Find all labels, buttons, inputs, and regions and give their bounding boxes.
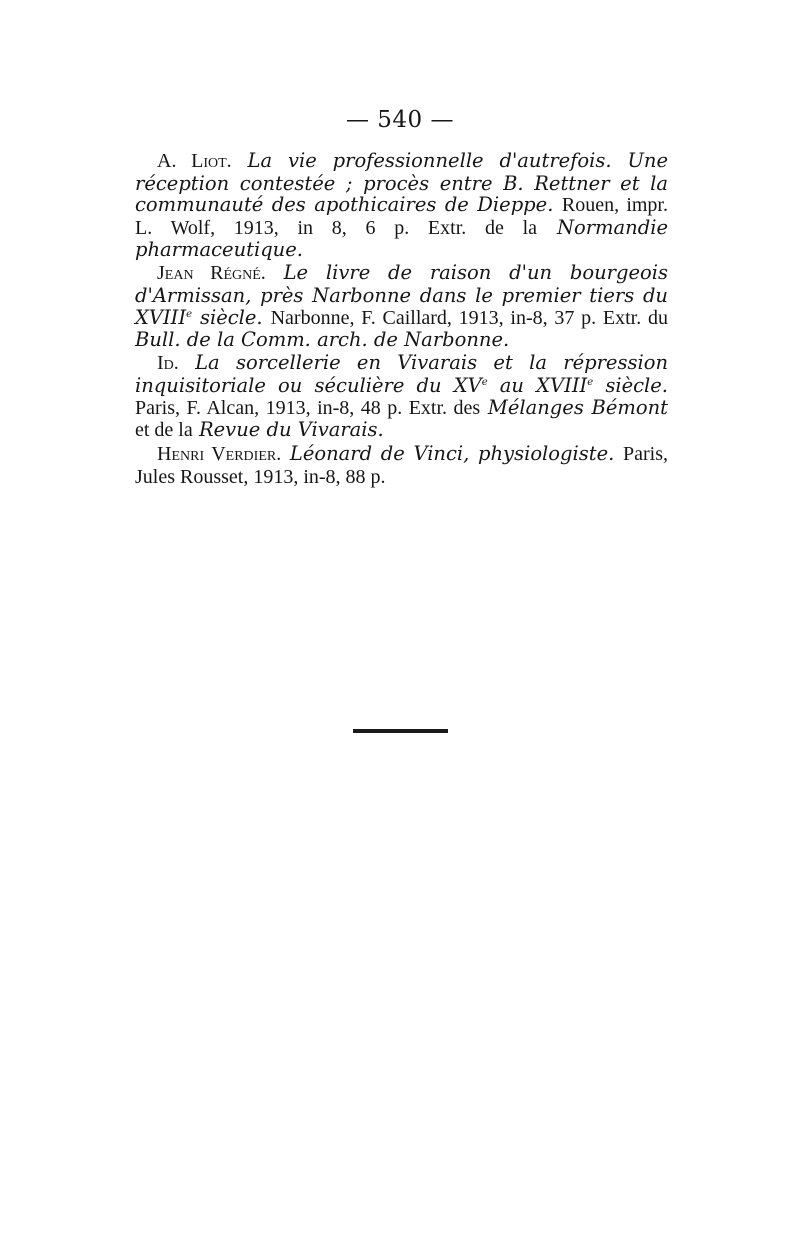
entry-title-part: Le livre de raison d'un bourgeois d'Armissan, près Narbonne dans le premier tiers du XVIII <box>135 261 668 329</box>
entry-author: A. Liot. <box>157 150 232 172</box>
entry-author: Id. <box>157 352 179 375</box>
entry-title-superscript: e <box>186 308 192 320</box>
entry-extract-source: Normandie pharmaceutique. <box>135 215 668 262</box>
entry-author: Jean Régné. <box>157 262 266 285</box>
entry-title-part: au XVIII <box>487 373 588 397</box>
entry-extract-source: Revue du Vivarais. <box>198 418 384 442</box>
page-number: — 540 — <box>345 107 455 133</box>
entry-publication: Paris, Jules Rousset, 1913, in-8, 88 p. <box>135 443 669 488</box>
entry-title-part: La sorcellerie en Vivarais et la répression inquisitoriale ou séculière du XV <box>135 351 669 397</box>
bibliography-entry <box>135 262 668 350</box>
section-divider-rule <box>353 729 448 733</box>
entry-extract-source: Bull. de la Comm. arch. de Narbonne. <box>135 328 510 352</box>
entry-connector: et de la <box>135 419 193 442</box>
entry-title-part: siècle. <box>593 373 668 397</box>
bibliography-entry <box>135 150 668 261</box>
entry-publication: Paris, F. Alcan, 1913, in-8, 48 p. Extr. des <box>135 396 481 419</box>
entry-extract-source: Mélanges Bémont <box>487 395 669 419</box>
entry-title-superscript: e <box>587 376 594 388</box>
entry-title: Léonard de Vinci, physiologiste. <box>289 442 615 466</box>
entry-title: La vie professionnelle d'autrefois. Une réception contestée ; procès entre B. Rettner et la communauté des apothicaires de Dieppe. <box>135 149 668 217</box>
entry-title <box>135 351 668 397</box>
bibliography-entry <box>135 352 668 441</box>
entry-title-superscript: e <box>481 376 488 388</box>
entry-publication: Narbonne, F. Caillard, 1913, in-8, 37 p. Extr. du <box>270 306 668 329</box>
bibliography-entry <box>135 443 668 488</box>
entry-title-part: siècle. <box>192 305 263 329</box>
bibliography-list <box>135 150 668 490</box>
entry-author: Henri Verdier. <box>157 443 282 466</box>
entry-publication: Rouen, impr. L. Wolf, 1913, in 8, 6 p. Extr. de la <box>135 194 668 239</box>
